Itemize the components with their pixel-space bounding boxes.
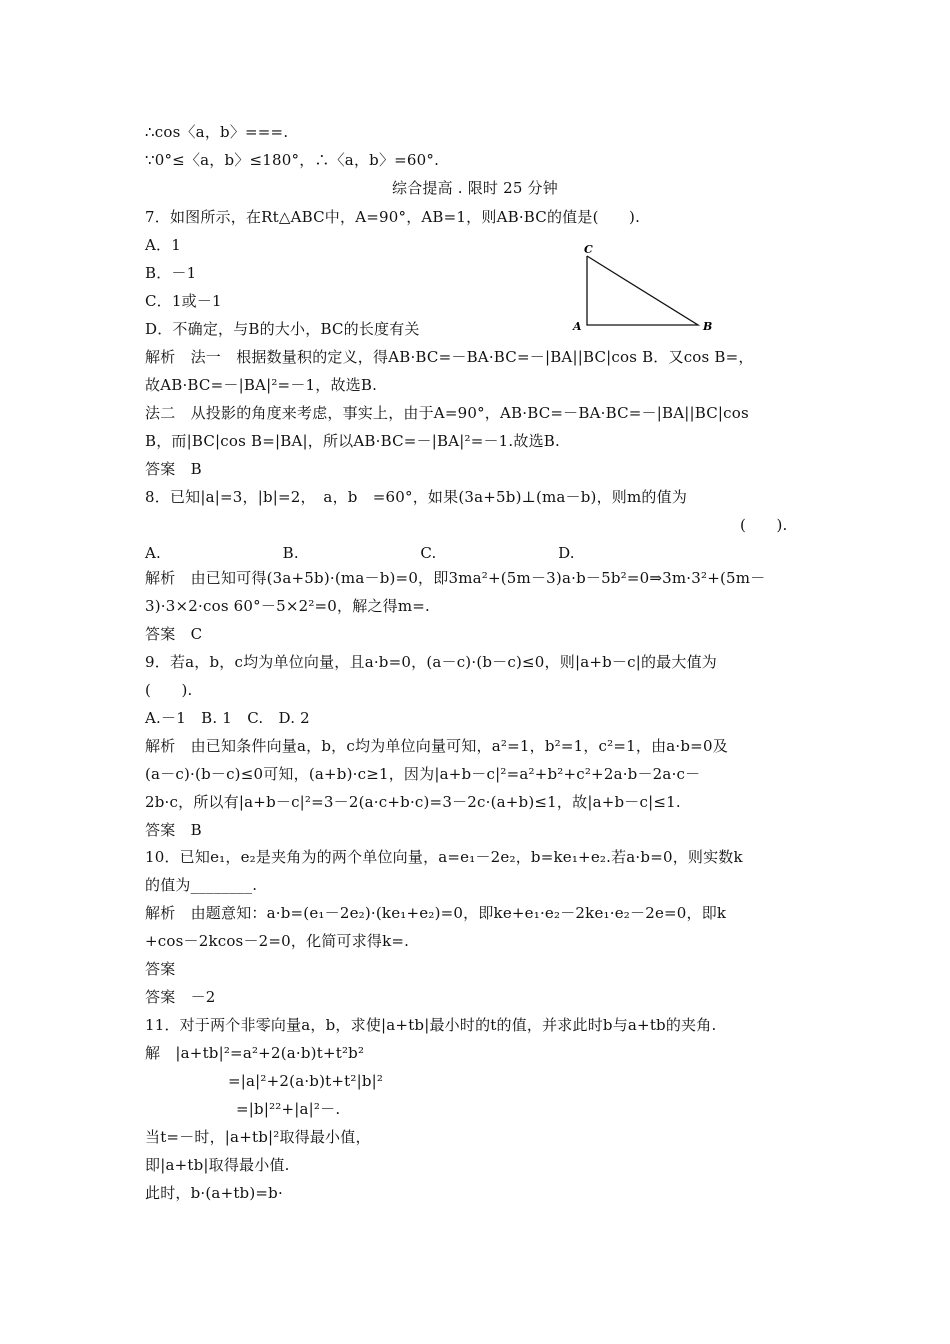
options-row: A. B. C. D. [145, 544, 575, 562]
options-row: A.－1 B. 1 C. D. 2 [145, 709, 310, 727]
solution-line: (a－c)·(b－c)≤0可知，(a+b)·c≥1，因为|a+b－c|²=a²+b²+c²+2a·b－2a·c－ [145, 765, 701, 783]
answer-line: 答案 C [145, 625, 203, 643]
section-heading: 综合提高 . 限时 25 分钟 [392, 179, 558, 197]
question-7: 7．如图所示，在Rt△ABC中，A=90°，AB=1，则AB·BC的值是( ). [145, 208, 641, 226]
question-11: 11．对于两个非零向量a，b，求使|a+tb|最小时的t的值，并求此时b与a+tb的夹角. [145, 1016, 717, 1034]
answer-line: 答案 －2 [145, 988, 216, 1006]
answer-line: 答案 [145, 960, 176, 978]
text-line: ∴cos〈a，b〉===. [145, 123, 289, 141]
answer-line: 答案 B [145, 821, 202, 839]
option-a: A．1 [145, 236, 181, 254]
solution-line: 法二 从投影的角度来考虑，事实上，由于A=90°，AB·BC=－BA·BC=－|BA||BC|cos [145, 404, 749, 422]
solution-line: =|a|²+2(a·b)t+t²|b|² [228, 1072, 384, 1090]
solution-line: =|b|²²+|a|²－. [236, 1100, 341, 1118]
solution-line: 当t=－时，|a+tb|²取得最小值， [145, 1128, 371, 1146]
vertex-label-b: B [703, 320, 713, 333]
answer-blank: ( ). [145, 681, 193, 699]
solution-line: B，而|BC|cos B=|BA|，所以AB·BC=－|BA|²=－1.故选B. [145, 432, 560, 450]
solution-line: 3)·3×2·cos 60°－5×2²=0，解之得m=. [145, 597, 431, 615]
question-8: 8．已知|a|=3，|b|=2， a，b =60°，如果(3a+5b)⊥(ma－b)，则m的值为 [145, 488, 688, 506]
answer-blank: ( ). [740, 516, 788, 534]
vertex-label-a: A [573, 320, 582, 333]
answer-line: 答案 B [145, 460, 202, 478]
question-10-blank: 的值为________. [145, 876, 258, 894]
question-10: 10．已知e₁，e₂是夹角为的两个单位向量，a=e₁－2e₂，b=ke₁+e₂.若a·b=0，则实数k [145, 848, 743, 866]
right-triangle-figure [570, 242, 720, 334]
solution-line: 解析 由已知条件向量a，b，c均为单位向量可知，a²=1，b²=1，c²=1，由a·b=0及 [145, 737, 728, 755]
solution-line: 此时，b·(a+tb)=b· [145, 1184, 283, 1202]
triangle-outline [587, 256, 698, 325]
solution-line: 故AB·BC=－|BA|²=－1，故选B. [145, 376, 378, 394]
solution-line: +cos－2kcos－2=0，化简可求得k=. [145, 932, 410, 950]
option-c: C．1或－1 [145, 292, 222, 310]
option-b: B．－1 [145, 264, 197, 282]
solution-line: 解 |a+tb|²=a²+2(a·b)t+t²b² [145, 1044, 365, 1062]
option-d: D．不确定，与B的大小，BC的长度有关 [145, 320, 420, 338]
solution-line: 解析 由题意知：a·b=(e₁－2e₂)·(ke₁+e₂)=0，即ke+e₁·e₂－2ke₁·e₂－2e=0，即k [145, 904, 727, 922]
text-line: ∵0°≤〈a，b〉≤180°，∴〈a，b〉=60°. [145, 151, 440, 169]
solution-line: 解析 由已知可得(3a+5b)·(ma－b)=0，即3ma²+(5m－3)a·b－5b²=0⇒3m·3²+(5m－ [145, 569, 766, 587]
question-9: 9．若a，b，c均为单位向量，且a·b=0，(a－c)·(b－c)≤0，则|a+b－c|的最大值为 [145, 653, 717, 671]
solution-line: 解析 法一 根据数量积的定义，得AB·BC=－BA·BC=－|BA||BC|cos B．又cos B=， [145, 348, 754, 366]
vertex-label-c: C [584, 243, 593, 256]
solution-line: 2b·c，所以有|a+b－c|²=3－2(a·c+b·c)=3－2c·(a+b)≤1，故|a+b－c|≤1. [145, 793, 681, 811]
solution-line: 即|a+tb|取得最小值. [145, 1156, 290, 1174]
